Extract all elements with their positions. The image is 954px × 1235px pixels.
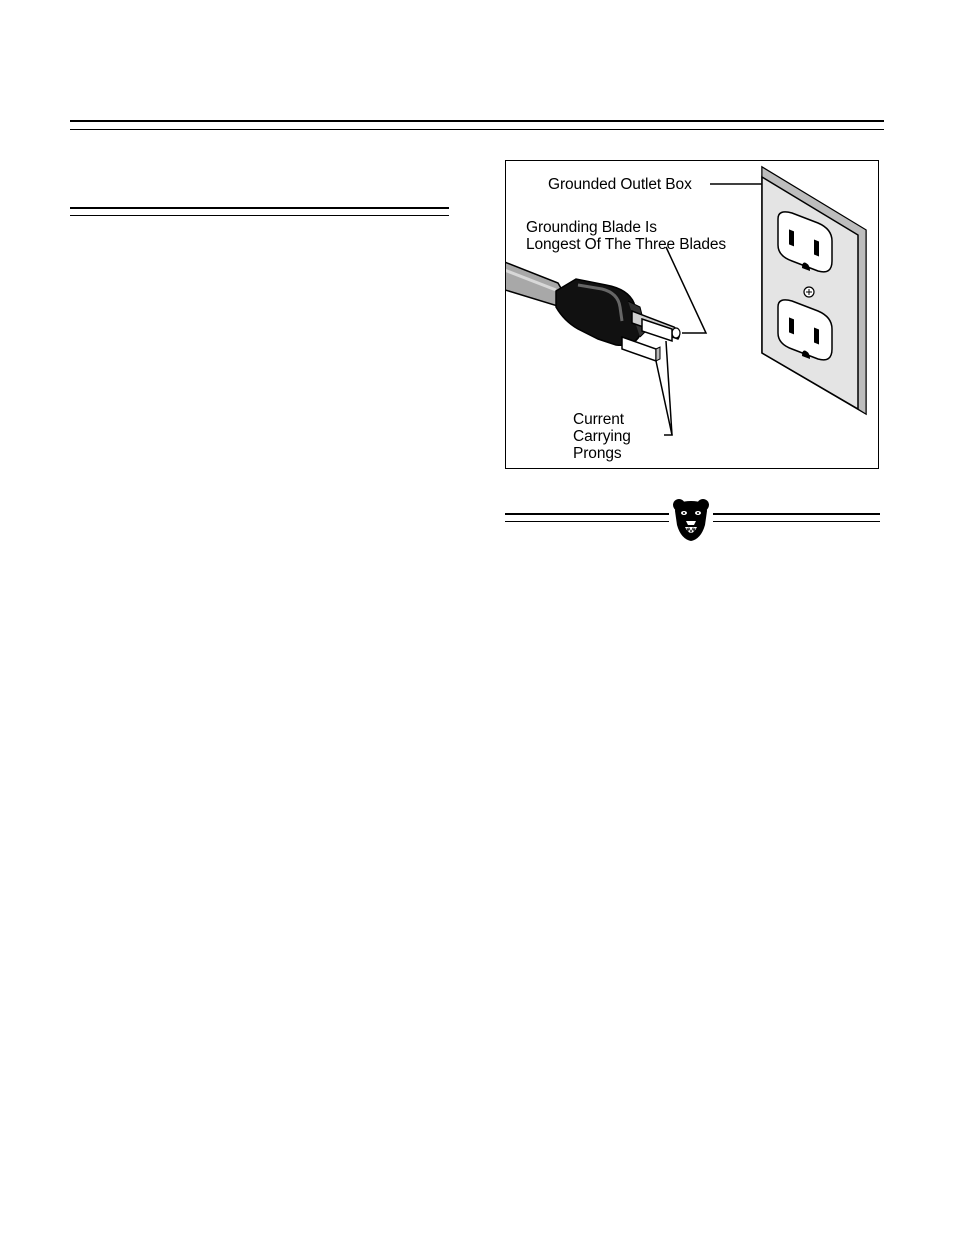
divider-right-thick [713, 513, 880, 515]
label-prongs-line3: Prongs [573, 445, 622, 462]
label-grounded-outlet-box: Grounded Outlet Box [548, 176, 692, 193]
label-grounding-blade-line2: Longest Of The Three Blades [526, 236, 727, 253]
label-prongs-line2: Carrying [573, 428, 631, 445]
divider-left-thin [505, 521, 669, 522]
label-grounding-blade-line1: Grounding Blade Is [526, 219, 657, 236]
header-rule-thin [70, 129, 884, 130]
divider-right-thin [713, 521, 880, 522]
left-section-rule-thick [70, 207, 449, 209]
label-prongs-line1: Current [573, 411, 624, 428]
divider-left-thick [505, 513, 669, 515]
plug-outlet-illustration [506, 161, 879, 469]
leader-lines [656, 184, 762, 435]
left-section-rule-thin [70, 215, 449, 216]
header-rule-thick [70, 120, 884, 122]
outlet-plate [762, 167, 866, 414]
grounded-plug-figure [505, 160, 879, 469]
bear-head-logo-icon [671, 497, 711, 543]
